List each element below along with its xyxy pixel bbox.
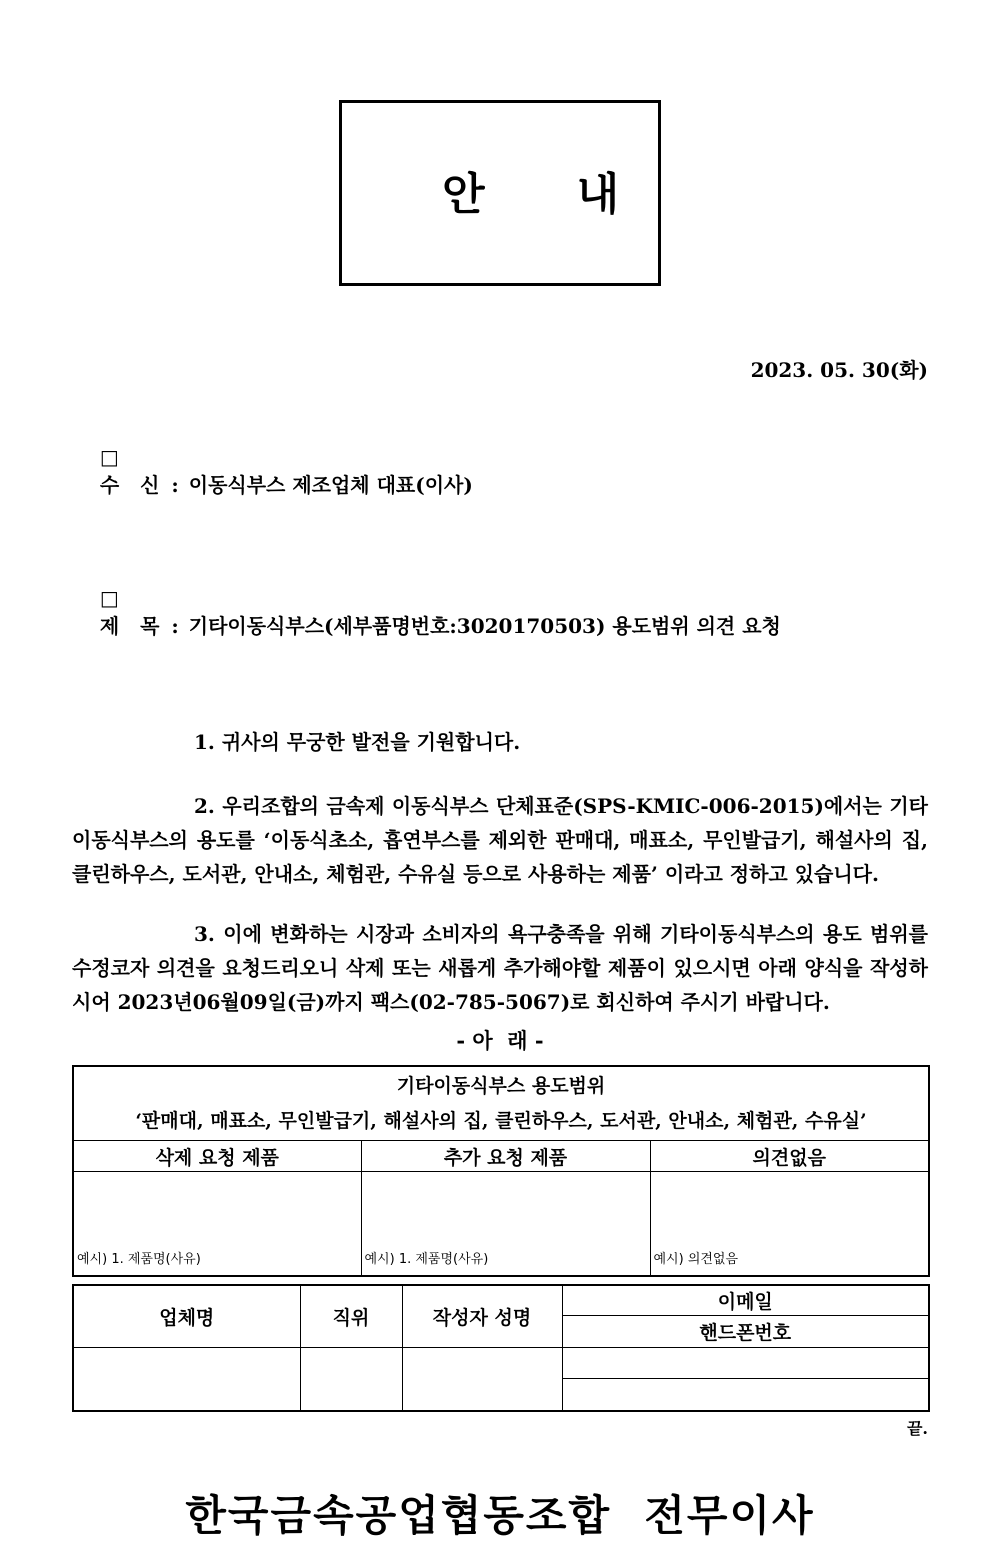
below-divider: - 아 래 - [456,1028,544,1053]
usage-scope-header-cell [73,1066,929,1141]
title-box [339,100,661,286]
contact-info-table [72,1284,930,1412]
column-header-add: 추가 요청 제품 [361,1141,650,1172]
checkbox-icon: □ [99,445,119,469]
usage-scope-title: 기타이동식부스 용도범위 [396,1075,606,1097]
table-row [73,1285,929,1316]
body-paragraph-3: 3. 이에 변화하는 시장과 소비자의 욕구충족을 위해 기타이동식부스의 용도 범위를 수정코자 의견을 요청드리오니 삭제 또는 새롭게 추가해야할 제품이 있으시면 아래 양식을 작성하시어 2023년06월09일(금)까지 팩스(02-785-5067)로 회신하여 주시기 바랍니다. [72,922,928,1014]
recipient-value: 이동식부스 제조업체 대표(이사) [188,473,473,497]
date-line [72,330,928,407]
phone-input-cell [562,1379,929,1411]
body-paragraph-1: 1. 귀사의 무궁한 발전을 기원합니다. [194,730,521,754]
document-date: 2023. 05. 30(화) [750,358,928,382]
usage-scope-subtitle: ‘판매대, 매표소, 무인발급기, 해설사의 집, 클린하우스, 도서관, 안내소, 체험관, 수유실’ [135,1110,867,1132]
column-header-delete: 삭제 요청 제품 [73,1141,361,1172]
email-label-cell: 이메일 [562,1285,929,1316]
example-cell-no-opinion: 예시) 의견없음 [650,1172,929,1276]
colon-separator: : [171,614,179,638]
table-row [73,1141,929,1172]
usage-scope-table [72,1065,930,1277]
company-label-cell: 업체명 [73,1285,300,1348]
body-paragraph-2: 2. 우리조합의 금속제 이동식부스 단체표준(SPS-KMIC-006-2015)에서는 기타이동식부스의 용도를 ‘이동식초소, 흡연부스를 제외한 판매대, 매표소, 무인발급기, 해설사의 집, 클린하우스, 도서관, 안내소, 체험관, 수유실 등으로 사용하는 제품’ 이라고 정하고 있습니다. [72,794,928,886]
email-input-cell [562,1348,929,1379]
example-cell-add: 예시) 1. 제품명(사유) [361,1172,650,1276]
subject-value: 기타이동식부스(세부품명번호:3020170503) 용도범위 의견 요청 [188,614,781,638]
position-input-cell [300,1348,402,1411]
subject-line [72,562,928,663]
recipient-label: 수 신 [99,473,160,497]
table-row [73,1348,929,1379]
company-input-cell [73,1348,300,1411]
subject-label: 제 목 [99,614,160,638]
writer-input-cell [402,1348,562,1411]
end-mark: 끝. [906,1418,928,1438]
column-header-no-opinion: 의견없음 [650,1141,929,1172]
table-row [73,1066,929,1141]
example-cell-delete: 예시) 1. 제품명(사유) [73,1172,361,1276]
position-label-cell: 직위 [300,1285,402,1348]
writer-label-cell: 작성자 성명 [402,1285,562,1348]
signature: 한국금속공업협동조합 전무이사 [185,1490,815,1540]
recipient-line [72,421,928,522]
table-row [73,1172,929,1276]
checkbox-icon: □ [99,586,119,610]
page-title: 안 내 [442,169,620,220]
colon-separator: : [171,473,179,497]
phone-label-cell: 핸드폰번호 [562,1316,929,1348]
